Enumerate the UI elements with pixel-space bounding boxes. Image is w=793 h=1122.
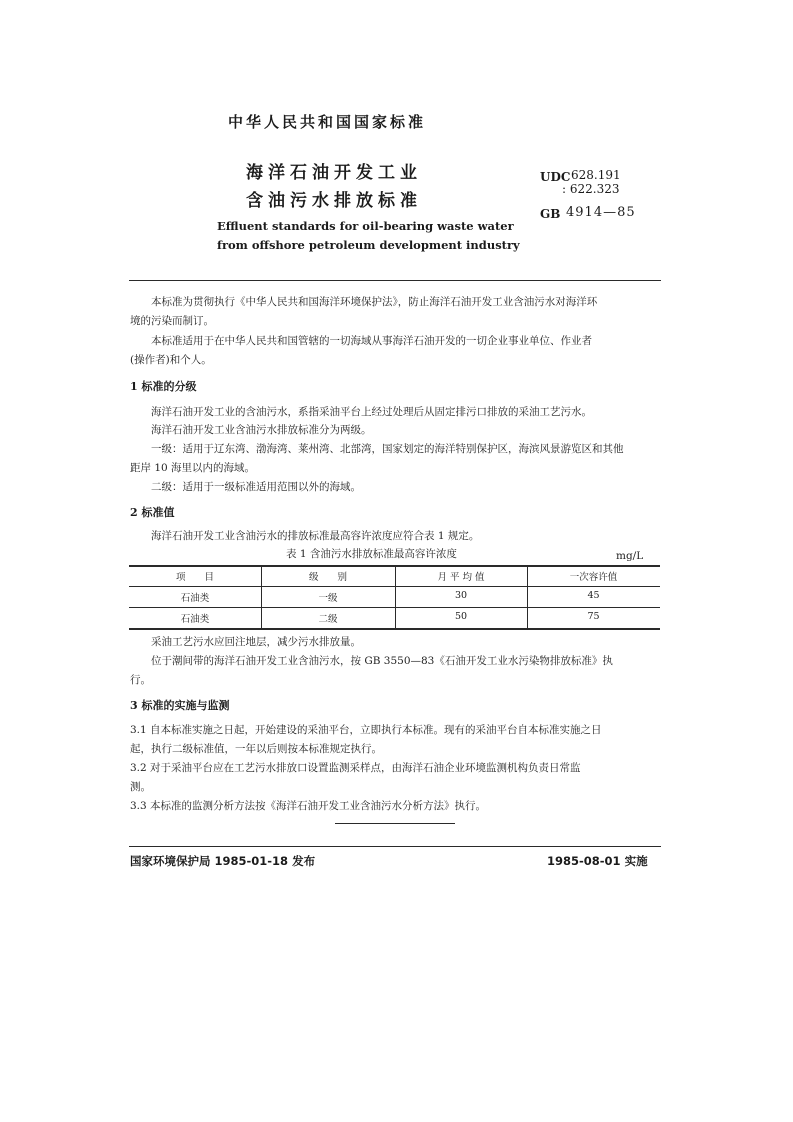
intro-paragraph-1-line-2: 境的污染而制订。 [130,315,214,327]
table-cell: 石油类 [180,614,210,625]
national-standard-label: 中华人民共和国国家标准 [228,113,427,131]
section-1-line-4: 距岸 10 海里以内的海域。 [130,462,256,474]
udc-code-1: 628.191 [571,168,621,182]
gb-number: 4914—85 [566,205,636,220]
section-1-line-2: 海洋石油开发工业含油污水排放标准分为两级。 [151,424,372,436]
table-cell: 50 [454,611,468,622]
section-2-heading: 2 标准值 [130,506,175,519]
section-1-line-3: 一级：适用于辽东湾、渤海湾、莱州湾、北部湾，国家划定的海洋特别保护区，海滨风景游览区和其他 [151,443,624,455]
table-cell: 30 [454,590,468,601]
title-line-1: 海洋石油开发工业 [246,163,422,183]
table-cell: 一级 [318,593,338,604]
table-unit: mg/L [616,550,644,562]
gb-label: GB [540,207,561,221]
issued-by-date: 国家环境保护局 1985-01-18 发布 [130,854,316,868]
table-header-grade: 级 别 [308,572,347,583]
table-header-monthly-avg: 月 平 均 值 [437,572,485,583]
section-2-intro: 海洋石油开发工业含油污水的排放标准最高容许浓度应符合表 1 规定。 [151,530,480,542]
intro-paragraph-1-line-1: 本标准为贯彻执行《中华人民共和国海洋环境保护法》，防止海洋石油开发工业含油污水对海洋环 [151,296,598,308]
table-cell: 45 [587,590,600,601]
udc-label: UDC [540,170,571,184]
effective-date: 1985-08-01 实施 [547,854,648,868]
table-cell: 石油类 [180,593,210,604]
section-2-note-2-line-1: 位于潮间带的海洋石油开发工业含油污水，按 GB 3550—83《石油开发工业水污染物排放标准》执 [151,655,613,667]
table-cell: 75 [587,611,600,622]
table-header-item: 项 目 [175,572,214,583]
english-title-line-1: Effluent standards for oil-bearing waste water [217,219,514,233]
section-1-line-1: 海洋石油开发工业的含油污水，系指采油平台上经过处理后从固定排污口排放的采油工艺污水。 [151,406,592,418]
footer-divider [129,846,661,847]
clause-3-2-line-1: 3.2 对于采油平台应在工艺污水排放口设置监测采样点，由海洋石油企业环境监测机构负责日常监 [130,762,581,774]
emission-standard-table [129,565,660,629]
section-3-heading: 3 标准的实施与监测 [130,699,230,712]
table-cell: 二级 [318,614,338,625]
section-1-heading: 1 标准的分级 [130,380,197,393]
section-2-note-1: 采油工艺污水应回注地层，减少污水排放量。 [151,636,361,648]
section-1-line-5: 二级：适用于一级标准适用范围以外的海域。 [151,481,361,493]
intro-paragraph-2-line-2: (操作者)和个人。 [130,354,212,366]
table-header-single-limit: 一次容许值 [569,572,618,583]
section-2-note-2-line-2: 行。 [130,674,151,686]
clause-3-1-line-1: 3.1 自本标准实施之日起，开始建设的采油平台，立即执行本标准。现有的采油平台自本标准实施之日 [130,724,602,736]
clause-3-2-line-2: 测。 [130,781,151,793]
intro-paragraph-2-line-1: 本标准适用于在中华人民共和国管辖的一切海域从事海洋石油开发的一切企业事业单位、作业者 [151,335,592,347]
header-divider [129,280,661,281]
clause-3-1-line-2: 起，执行二级标准值，一年以后则按本标准规定执行。 [130,743,382,755]
english-title-line-2: from offshore petroleum development industry [217,238,520,252]
clause-3-3: 3.3 本标准的监测分析方法按《海洋石油开发工业含油污水分析方法》执行。 [130,800,487,812]
table-caption: 表 1 含油污水排放标准最高容许浓度 [286,548,457,560]
title-line-2: 含油污水排放标准 [246,191,422,211]
end-of-text-divider [335,823,455,824]
udc-code-2: : 622.323 [562,182,620,196]
